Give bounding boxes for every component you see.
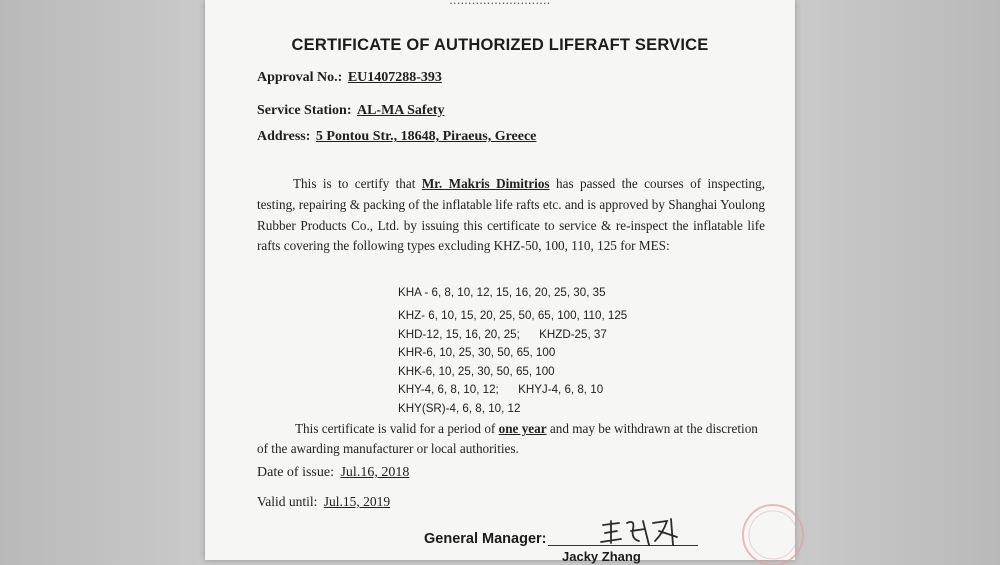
liferaft-type-list	[398, 284, 627, 419]
certify-paragraph	[257, 174, 765, 257]
issue-date	[257, 465, 409, 481]
general-manager-name: Jacky Zhang	[562, 549, 641, 564]
address-field	[257, 129, 536, 145]
type-line: KHY-4, 6, 8, 10, 12; KHYJ-4, 6, 8, 10	[398, 383, 604, 397]
station-label: Service Station:	[257, 103, 352, 118]
holder-name: Mr. Makris Dimitrios	[421, 176, 550, 191]
validity-intro: This certificate is valid for a period of	[295, 421, 496, 436]
handwritten-signature	[597, 511, 687, 551]
header-fragment	[205, 0, 795, 8]
address-label: Address:	[257, 129, 311, 144]
certify-intro: This is to certify that	[293, 176, 416, 191]
address-value: 5 Pontou Str., 18648, Piraeus, Greece	[315, 129, 537, 144]
type-line: KHD-12, 15, 16, 20, 25; KHZD-25, 37	[398, 327, 607, 341]
issue-value: Jul.16, 2018	[340, 465, 410, 480]
type-line: KHY(SR)-4, 6, 8, 10, 12	[398, 401, 521, 415]
certificate-title: CERTIFICATE OF AUTHORIZED LIFERAFT SERVICE	[291, 36, 709, 54]
validity-period: one year	[498, 421, 547, 436]
validity-paragraph	[257, 419, 767, 459]
certificate-paper	[205, 0, 795, 564]
validity-body: and may be withdrawn at the discretion of the awarding manufacturer or local authorities.	[257, 421, 758, 456]
valid-until	[257, 494, 390, 510]
certify-body: has passed the courses of inspecting, testing, repairing & packing of the inflatable life rafts etc. and is approved by Shanghai Youlong Rubber Products Co., Ltd. by issuing this certificate to service & re-inspect the inflatable life rafts covering the following types excluding KHZ-50, 100, 110, 125 for MES:	[257, 176, 766, 254]
issue-label: Date of issue:	[257, 465, 334, 480]
approval-label: Approval No.:	[257, 70, 343, 85]
station-value: AL-MA Safety	[356, 103, 445, 118]
type-line: KHZ- 6, 10, 15, 20, 25, 50, 65, 100, 110, 125	[398, 309, 628, 322]
valid-until-label: Valid until:	[257, 494, 318, 509]
general-manager-label: General Manager:	[424, 531, 547, 547]
type-line: KHK-6, 10, 25, 30, 50, 65, 100	[398, 364, 555, 378]
approval-field	[257, 70, 442, 86]
type-line: KHA - 6, 8, 10, 12, 15, 16, 20, 25, 30, 35	[398, 286, 606, 299]
valid-until-value: Jul.15, 2019	[323, 494, 391, 509]
station-field	[257, 103, 444, 119]
type-line: KHR-6, 10, 25, 30, 50, 65, 100	[398, 346, 556, 360]
approval-value: EU1407288-393	[347, 70, 442, 85]
company-stamp	[725, 495, 795, 565]
